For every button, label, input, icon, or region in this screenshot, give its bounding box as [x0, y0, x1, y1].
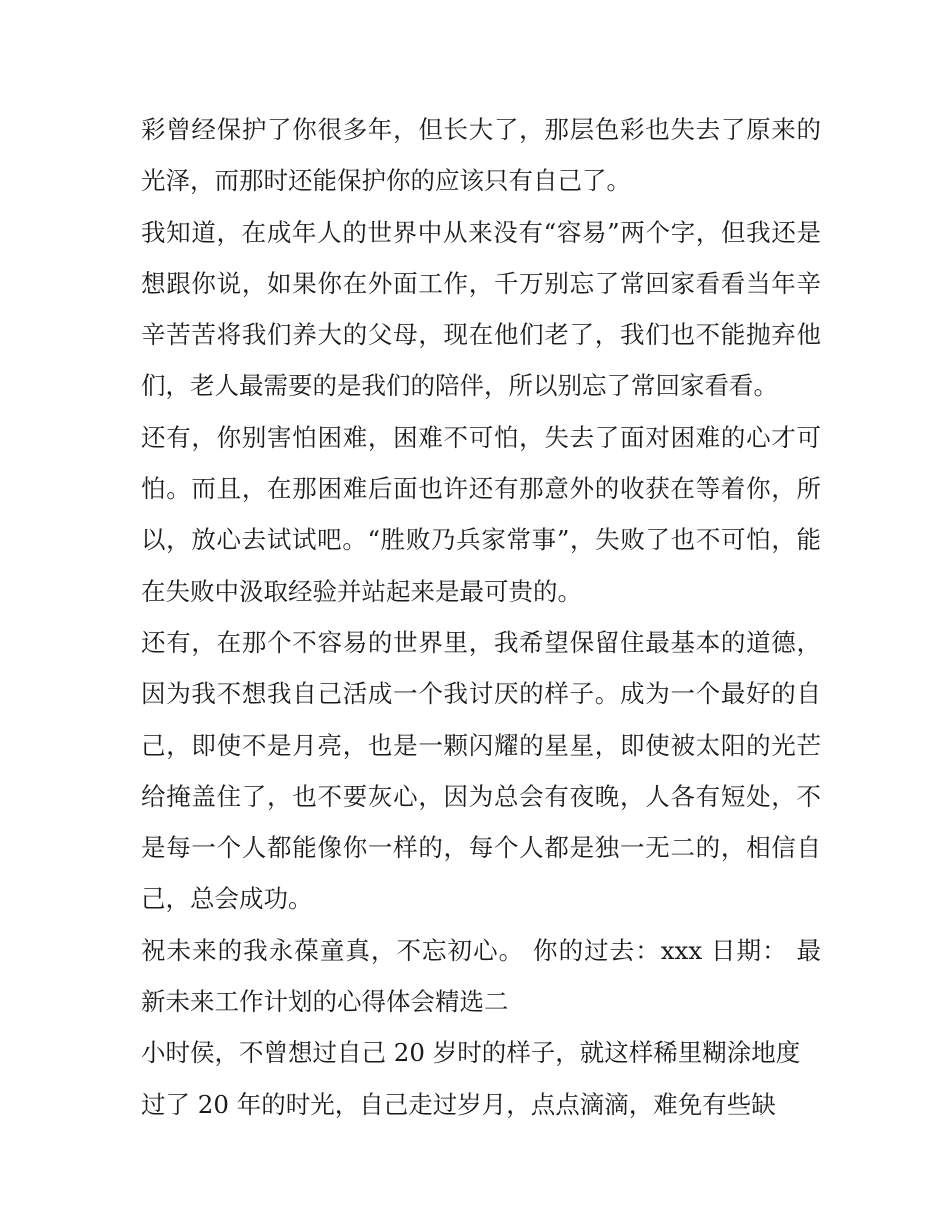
text-line: 彩曾经保护了你很多年，但长大了，那层色彩也失去了原来的 — [141, 115, 821, 144]
text-line: 祝未来的我永葆童真，不忘初心。 你的过去：xxx 日期： 最 — [141, 935, 821, 965]
text-line: 在失败中汲取经验并站起来是最可贵的。 — [141, 576, 582, 606]
document-body — [141, 104, 821, 1130]
text-line: 是每一个人都能像你一样的，每个人都是独一无二的，相信自 — [141, 833, 821, 863]
text-line: 怕。而且，在那困难后面也许还有那意外的收获在等着你，所 — [141, 474, 821, 504]
text-line: 给掩盖住了，也不要灰心，因为总会有夜晚，人各有短处，不 — [141, 781, 821, 811]
text-line: 小时侯，不曾想过自己 20 岁时的样子，就这样稀里糊涂地度 — [141, 1038, 801, 1068]
text-line: 过了 20 年的时光，自己走过岁月，点点滴滴，难免有些缺 — [141, 1089, 776, 1119]
text-line: 还有，在那个不容易的世界里，我希望保留住最基本的道德， — [141, 627, 821, 657]
text-line: 想跟你说，如果你在外面工作，千万别忘了常回家看看当年辛 — [141, 268, 821, 298]
text-line: 己，总会成功。 — [141, 884, 313, 914]
text-line: 以，放心去试试吧。“胜败乃兵家常事”，失败了也不可怕，能 — [141, 525, 821, 555]
text-line: 辛苦苦将我们养大的父母，现在他们老了，我们也不能抛弃他 — [141, 320, 821, 350]
text-line: 因为我不想我自己活成一个我讨厌的样子。成为一个最好的自 — [141, 679, 821, 709]
text-line: 光泽，而那时还能保护你的应该只有自己了。 — [141, 166, 631, 196]
text-line: 们，老人最需要的是我们的陪伴，所以别忘了常回家看看。 — [141, 371, 778, 401]
text-line: 我知道，在成年人的世界中从来没有“容易”两个字，但我还是 — [141, 217, 821, 247]
text-line: 新未来工作计划的心得体会精选二 — [141, 987, 509, 1017]
text-line: 还有，你别害怕困难，困难不可怕，失去了面对困难的心才可 — [141, 422, 821, 452]
text-line: 己，即使不是月亮，也是一颗闪耀的星星，即使被太阳的光芒 — [141, 730, 821, 760]
